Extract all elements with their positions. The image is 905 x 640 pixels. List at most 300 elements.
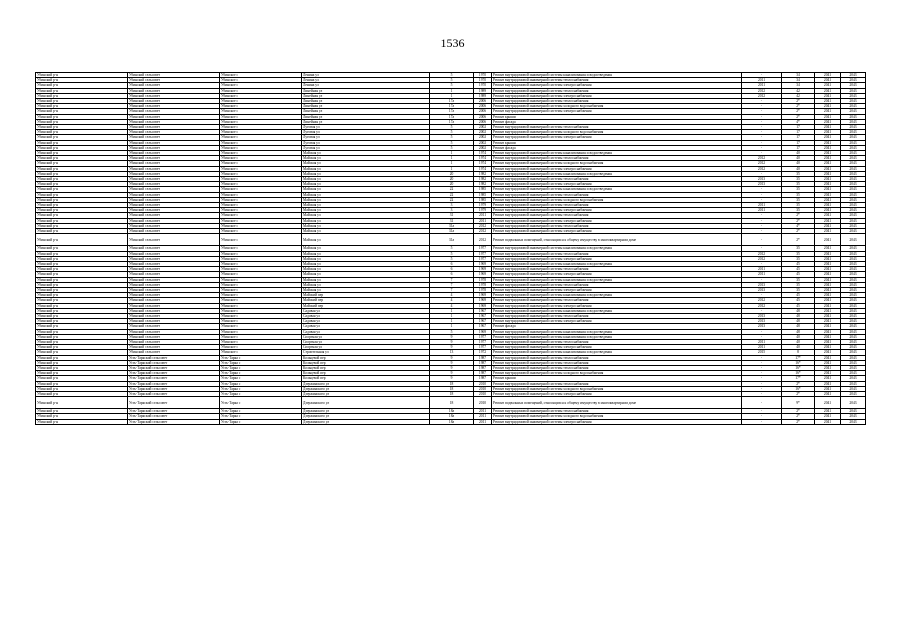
cell-wear-value: 35 [782, 182, 815, 187]
cell-plan-start-year: 2041 [815, 319, 841, 324]
cell-work-type: Ремонт внутридомовой инженерной системы теплоснабжения [492, 267, 742, 272]
cell-wear-value: 2* [782, 391, 815, 396]
cell-work-type: Ремонт внутридомовой инженерной системы теплоснабжения [492, 282, 742, 287]
cell-house-number: 31а [430, 229, 474, 234]
cell-locality: Усть-Тарка с [220, 409, 302, 414]
cell-locality: Убинское с [220, 218, 302, 223]
cell-plan-end-year: 2043 [841, 334, 866, 339]
cell-plan-start-year: 2041 [815, 109, 841, 114]
cell-settlement: Усть-Таркский сельсовет [128, 376, 220, 381]
cell-locality: Убинское с [220, 267, 302, 272]
cell-locality: Убинское с [220, 135, 302, 140]
cell-street: Линейная ул [302, 99, 430, 104]
cell-locality: Убинское с [220, 272, 302, 277]
cell-plan-start-year: 2041 [815, 308, 841, 313]
cell-house-number: 7 [430, 277, 474, 282]
cell-wear-value: 45 [782, 303, 815, 308]
cell-street: Спортная ул [302, 339, 430, 344]
cell-district: Убинский р-н [36, 192, 128, 197]
cell-last-repair-year: - [742, 386, 782, 391]
cell-plan-end-year: 2043 [841, 298, 866, 303]
cell-district: Убинский р-н [36, 256, 128, 261]
cell-district: Убинский р-н [36, 213, 128, 218]
cell-district: Убинский р-н [36, 386, 128, 391]
cell-house-number: 5 [430, 73, 474, 78]
cell-wear-value: 34 [782, 73, 815, 78]
cell-house-number: 3 [430, 203, 474, 208]
cell-work-type: Ремонт внутридомовой инженерной системы теплоснабжения [492, 381, 742, 386]
cell-wear-value: 4* [782, 119, 815, 124]
cell-work-type: Ремонт внутридомовой инженерной системы канализования и водоотведения [492, 246, 742, 251]
cell-street: Дзержинского ул [302, 419, 430, 424]
cell-work-type: Ремонт внутридомовой инженерной системы канализования и водоотведения [492, 171, 742, 176]
cell-district: Убинский р-н [36, 313, 128, 318]
cell-settlement: Убинский сельсовет [128, 308, 220, 313]
cell-settlement: Убинский сельсовет [128, 171, 220, 176]
cell-street: Ленина ул [302, 73, 430, 78]
cell-locality: Убинское с [220, 156, 302, 161]
cell-settlement: Усть-Таркский сельсовет [128, 386, 220, 391]
cell-district: Убинский р-н [36, 203, 128, 208]
cell-plan-start-year: 2041 [815, 125, 841, 130]
cell-work-type: Ремонт внутридомовой инженерной системы теплоснабжения [492, 298, 742, 303]
cell-settlement: Усть-Таркский сельсовет [128, 371, 220, 376]
cell-plan-start-year: 2041 [815, 371, 841, 376]
cell-street: Дзержинского ул [302, 409, 430, 414]
cell-street: Майская ул [302, 246, 430, 251]
cell-build-year: 1987 [474, 376, 492, 381]
cell-plan-end-year: 2043 [841, 324, 866, 329]
cell-plan-start-year: 2041 [815, 360, 841, 365]
cell-street: Майская ул [302, 203, 430, 208]
cell-last-repair-year: - [742, 409, 782, 414]
cell-locality: Убинское с [220, 234, 302, 246]
cell-street: Дзержинского ул [302, 386, 430, 391]
cell-plan-start-year: 2041 [815, 272, 841, 277]
cell-plan-start-year: 2041 [815, 313, 841, 318]
cell-plan-start-year: 2041 [815, 135, 841, 140]
cell-last-repair-year: - [742, 376, 782, 381]
cell-last-repair-year: - [742, 114, 782, 119]
cell-settlement: Усть-Таркский сельсовет [128, 419, 220, 424]
cell-street: Линейная ул [302, 109, 430, 114]
cell-plan-start-year: 2041 [815, 246, 841, 251]
cell-street: Ленина ул [302, 78, 430, 83]
cell-district: Убинский р-н [36, 140, 128, 145]
cell-street: Спортная ул [302, 334, 430, 339]
cell-locality: Усть-Тарка с [220, 355, 302, 360]
cell-locality: Усть-Тарка с [220, 391, 302, 396]
cell-settlement: Убинский сельсовет [128, 151, 220, 156]
cell-plan-start-year: 2041 [815, 298, 841, 303]
cell-wear-value: 48 [782, 319, 815, 324]
cell-work-type: Ремонт внутридомовой инженерной системы канализования и водоотведения [492, 73, 742, 78]
cell-plan-start-year: 2041 [815, 140, 841, 145]
cell-work-type: Ремонт внутридомовой инженерной системы электроснабжения [492, 208, 742, 213]
cell-work-type: Ремонт внутридомовой инженерной системы электроснабжения [492, 256, 742, 261]
cell-last-repair-year: - [742, 277, 782, 282]
cell-build-year: 1974 [474, 161, 492, 166]
cell-settlement: Убинский сельсовет [128, 350, 220, 355]
cell-house-number: 1 [430, 166, 474, 171]
cell-settlement: Убинский сельсовет [128, 251, 220, 256]
cell-district: Убинский р-н [36, 293, 128, 298]
cell-district: Убинский р-н [36, 409, 128, 414]
cell-build-year: 2006 [474, 99, 492, 104]
cell-plan-start-year: 2041 [815, 261, 841, 266]
cell-last-repair-year: - [742, 73, 782, 78]
cell-plan-start-year: 2041 [815, 277, 841, 282]
cell-street: Садовая ул [302, 313, 430, 318]
cell-build-year: 1985 [474, 197, 492, 202]
cell-wear-value: 45 [782, 261, 815, 266]
cell-locality: Убинское с [220, 223, 302, 228]
cell-work-type: Ремонт внутридомовой инженерной системы электроснабжения [492, 83, 742, 88]
cell-last-repair-year: - [742, 145, 782, 150]
cell-street: Майская ул [302, 177, 430, 182]
cell-house-number: 9 [430, 345, 474, 350]
cell-work-type: Ремонт внутридомовой инженерной системы холодного водоснабжения [492, 197, 742, 202]
cell-locality: Убинское с [220, 93, 302, 98]
cell-build-year: 1987 [474, 365, 492, 370]
cell-last-repair-year: 2012 [742, 88, 782, 93]
cell-last-repair-year: - [742, 125, 782, 130]
cell-house-number: 9 [430, 371, 474, 376]
cell-locality: Убинское с [220, 166, 302, 171]
cell-locality: Убинское с [220, 99, 302, 104]
cell-last-repair-year: - [742, 151, 782, 156]
cell-build-year: 1970 [474, 83, 492, 88]
cell-plan-start-year: 2041 [815, 114, 841, 119]
cell-last-repair-year: 2011 [742, 345, 782, 350]
cell-build-year: 1969 [474, 267, 492, 272]
cell-district: Убинский р-н [36, 218, 128, 223]
cell-house-number: 5 [430, 251, 474, 256]
cell-work-type: Ремонт внутридомовой инженерной системы канализования и водоотведения [492, 334, 742, 339]
cell-house-number: 17а [430, 114, 474, 119]
cell-locality: Убинское с [220, 298, 302, 303]
cell-build-year: 1978 [474, 287, 492, 292]
cell-wear-value: 16* [782, 386, 815, 391]
cell-work-type: Ремонт внутридомовой инженерной системы теплоснабжения [492, 360, 742, 365]
cell-plan-start-year: 2041 [815, 256, 841, 261]
cell-wear-value: 48 [782, 313, 815, 318]
cell-wear-value: 2* [782, 114, 815, 119]
cell-house-number: 5 [430, 256, 474, 261]
cell-locality: Убинское с [220, 130, 302, 135]
cell-locality: Убинское с [220, 208, 302, 213]
cell-locality: Убинское с [220, 161, 302, 166]
cell-street: Спортная ул [302, 345, 430, 350]
cell-build-year: 1982 [474, 171, 492, 176]
cell-wear-value: 48 [782, 324, 815, 329]
cell-wear-value: 9* [782, 397, 815, 409]
cell-street: Луговая ул [302, 140, 430, 145]
cell-work-type: Ремонт внутридомовой инженерной системы канализования и водоотведения [492, 329, 742, 334]
cell-build-year: 1977 [474, 251, 492, 256]
cell-district: Убинский р-н [36, 78, 128, 83]
cell-last-repair-year: 2012 [742, 161, 782, 166]
cell-last-repair-year: 2011 [742, 208, 782, 213]
cell-street: Садовая ул [302, 329, 430, 334]
cell-work-type: Ремонт внутридомовой инженерной системы канализования и водоотведения [492, 308, 742, 313]
cell-district: Убинский р-н [36, 130, 128, 135]
cell-house-number: 6 [430, 272, 474, 277]
cell-plan-end-year: 2043 [841, 93, 866, 98]
cell-work-type: Ремонт подвальных помещений, относящихся к общему имуществу в многоквартирном доме [492, 397, 742, 409]
cell-district: Убинский р-н [36, 171, 128, 176]
cell-settlement: Убинский сельсовет [128, 161, 220, 166]
cell-build-year: 1977 [474, 246, 492, 251]
cell-build-year: 1969 [474, 298, 492, 303]
cell-last-repair-year: 2013 [742, 313, 782, 318]
cell-house-number: 22 [430, 192, 474, 197]
cell-last-repair-year: - [742, 130, 782, 135]
cell-district: Убинский р-н [36, 208, 128, 213]
cell-build-year: 2002 [474, 145, 492, 150]
cell-work-type: Ремонт внутридомовой инженерной системы теплоснабжения [492, 177, 742, 182]
cell-house-number: 31 [430, 213, 474, 218]
cell-house-number: 18 [430, 381, 474, 386]
cell-street: Ленина ул [302, 83, 430, 88]
cell-work-type: Ремонт внутридомовой инженерной системы электроснабжения [492, 135, 742, 140]
cell-settlement: Убинский сельсовет [128, 177, 220, 182]
cell-locality: Убинское с [220, 88, 302, 93]
cell-house-number: 20 [430, 171, 474, 176]
cell-plan-start-year: 2041 [815, 93, 841, 98]
cell-street: Майская ул [302, 192, 430, 197]
cell-plan-start-year: 2041 [815, 234, 841, 246]
cell-wear-value: 40 [782, 339, 815, 344]
cell-settlement: Убинский сельсовет [128, 203, 220, 208]
cell-settlement: Убинский сельсовет [128, 303, 220, 308]
cell-build-year: 1970 [474, 73, 492, 78]
cell-settlement: Убинский сельсовет [128, 329, 220, 334]
cell-plan-end-year: 2043 [841, 83, 866, 88]
cell-house-number: 5 [430, 135, 474, 140]
cell-build-year: 1969 [474, 272, 492, 277]
cell-street: Майская ул [302, 213, 430, 218]
cell-last-repair-year: 2011 [742, 339, 782, 344]
cell-district: Убинский р-н [36, 324, 128, 329]
cell-wear-value: 45 [782, 267, 815, 272]
cell-work-type: Ремонт внутридомовой инженерной системы холодного водоснабжения [492, 386, 742, 391]
cell-settlement: Убинский сельсовет [128, 267, 220, 272]
cell-locality: Убинское с [220, 277, 302, 282]
cell-work-type: Ремонт внутридомовой инженерной системы электроснабжения [492, 419, 742, 424]
cell-wear-value: 35 [782, 282, 815, 287]
cell-plan-start-year: 2041 [815, 88, 841, 93]
cell-house-number: 5 [430, 125, 474, 130]
cell-plan-end-year: 2043 [841, 282, 866, 287]
cell-street: Кольцевой пер [302, 360, 430, 365]
cell-plan-end-year: 2043 [841, 319, 866, 324]
cell-street: Майская ул [302, 161, 430, 166]
cell-last-repair-year: - [742, 104, 782, 109]
cell-district: Убинский р-н [36, 360, 128, 365]
cell-build-year: 2011 [474, 218, 492, 223]
cell-locality: Убинское с [220, 345, 302, 350]
cell-plan-start-year: 2041 [815, 419, 841, 424]
cell-district: Убинский р-н [36, 182, 128, 187]
cell-build-year: 1974 [474, 166, 492, 171]
cell-wear-value: 40 [782, 334, 815, 339]
cell-locality: Убинское с [220, 334, 302, 339]
cell-settlement: Убинский сельсовет [128, 334, 220, 339]
cell-last-repair-year: - [742, 365, 782, 370]
cell-build-year: 2002 [474, 140, 492, 145]
cell-wear-value: 35 [782, 192, 815, 197]
cell-locality: Убинское с [220, 319, 302, 324]
cell-street: Дзержинского ул [302, 414, 430, 419]
cell-work-type: Ремонт внутридомовой инженерной системы электроснабжения [492, 303, 742, 308]
cell-build-year: 1974 [474, 151, 492, 156]
cell-last-repair-year: 2015 [742, 350, 782, 355]
cell-house-number: 1 [430, 324, 474, 329]
cell-last-repair-year: 2011 [742, 203, 782, 208]
table-row [36, 397, 866, 409]
cell-locality: Убинское с [220, 287, 302, 292]
cell-plan-start-year: 2041 [815, 78, 841, 83]
cell-plan-end-year: 2043 [841, 391, 866, 396]
cell-build-year: 2010 [474, 397, 492, 409]
cell-plan-end-year: 2043 [841, 355, 866, 360]
cell-house-number: 5 [430, 246, 474, 251]
cell-plan-end-year: 2043 [841, 203, 866, 208]
cell-work-type: Ремонт внутридомовой инженерной системы теплоснабжения [492, 313, 742, 318]
cell-house-number: 20 [430, 182, 474, 187]
cell-district: Убинский р-н [36, 166, 128, 171]
cell-wear-value: 48 [782, 329, 815, 334]
cell-settlement: Убинский сельсовет [128, 73, 220, 78]
cell-settlement: Усть-Таркский сельсовет [128, 381, 220, 386]
cell-house-number: 18 [430, 397, 474, 409]
cell-work-type: Ремонт внутридомовой инженерной системы канализования и водоотведения [492, 187, 742, 192]
cell-locality: Убинское с [220, 177, 302, 182]
cell-wear-value: 45 [782, 293, 815, 298]
cell-wear-value: 17 [782, 125, 815, 130]
cell-locality: Усть-Тарка с [220, 381, 302, 386]
cell-street: Майская ул [302, 267, 430, 272]
cell-build-year: 1982 [474, 177, 492, 182]
cell-district: Убинский р-н [36, 277, 128, 282]
cell-settlement: Убинский сельсовет [128, 256, 220, 261]
cell-plan-end-year: 2043 [841, 419, 866, 424]
cell-last-repair-year: 2012 [742, 166, 782, 171]
cell-work-type: Ремонт фасада [492, 119, 742, 124]
cell-district: Убинский р-н [36, 187, 128, 192]
cell-plan-start-year: 2041 [815, 339, 841, 344]
cell-settlement: Убинский сельсовет [128, 229, 220, 234]
cell-house-number: 18а [430, 419, 474, 424]
cell-work-type: Ремонт внутридомовой инженерной системы электроснабжения [492, 319, 742, 324]
cell-settlement: Убинский сельсовет [128, 213, 220, 218]
cell-work-type: Ремонт внутридомовой инженерной системы холодного водоснабжения [492, 130, 742, 135]
cell-build-year: 2002 [474, 130, 492, 135]
cell-build-year: 2006 [474, 119, 492, 124]
cell-street: Майская ул [302, 218, 430, 223]
cell-last-repair-year: 2012 [742, 156, 782, 161]
cell-house-number: 4 [430, 303, 474, 308]
cell-house-number: 5 [430, 145, 474, 150]
cell-wear-value: 17* [782, 376, 815, 381]
cell-plan-end-year: 2043 [841, 119, 866, 124]
cell-build-year: 1977 [474, 256, 492, 261]
cell-last-repair-year: 2013 [742, 324, 782, 329]
cell-plan-end-year: 2043 [841, 313, 866, 318]
cell-street: Линейная ул [302, 119, 430, 124]
cell-last-repair-year: 2012 [742, 303, 782, 308]
cell-work-type: Ремонт внутридомовой инженерной системы теплоснабжения [492, 213, 742, 218]
cell-work-type: Ремонт внутридомовой инженерной системы теплоснабжения [492, 192, 742, 197]
cell-plan-end-year: 2043 [841, 414, 866, 419]
cell-street: Кольцевой пер [302, 355, 430, 360]
cell-plan-start-year: 2041 [815, 409, 841, 414]
cell-build-year: 2010 [474, 391, 492, 396]
cell-district: Убинский р-н [36, 391, 128, 396]
cell-build-year: 1979 [474, 203, 492, 208]
cell-settlement: Убинский сельсовет [128, 208, 220, 213]
cell-locality: Усть-Тарка с [220, 414, 302, 419]
cell-settlement: Убинский сельсовет [128, 223, 220, 228]
cell-last-repair-year: - [742, 119, 782, 124]
cell-settlement: Усть-Таркский сельсовет [128, 355, 220, 360]
cell-house-number: 20 [430, 177, 474, 182]
cell-build-year: 1969 [474, 329, 492, 334]
cell-wear-value: 40 [782, 345, 815, 350]
cell-wear-value: 17 [782, 130, 815, 135]
cell-house-number: 17а [430, 109, 474, 114]
cell-build-year: 1982 [474, 182, 492, 187]
cell-build-year: 2006 [474, 114, 492, 119]
cell-house-number: 22 [430, 197, 474, 202]
cell-plan-end-year: 2043 [841, 104, 866, 109]
cell-street: Линейная ул [302, 93, 430, 98]
cell-work-type: Ремонт крыши [492, 140, 742, 145]
cell-last-repair-year: - [742, 171, 782, 176]
cell-last-repair-year: - [742, 334, 782, 339]
cell-plan-end-year: 2043 [841, 246, 866, 251]
cell-house-number: 1 [430, 156, 474, 161]
cell-plan-start-year: 2041 [815, 161, 841, 166]
cell-district: Убинский р-н [36, 99, 128, 104]
cell-settlement: Убинский сельсовет [128, 234, 220, 246]
cell-wear-value: 48 [782, 308, 815, 313]
cell-street: Садовая ул [302, 308, 430, 313]
cell-settlement: Усть-Таркский сельсовет [128, 391, 220, 396]
cell-plan-end-year: 2043 [841, 381, 866, 386]
cell-settlement: Убинский сельсовет [128, 319, 220, 324]
cell-work-type: Ремонт внутридомовой инженерной системы теплоснабжения [492, 365, 742, 370]
cell-build-year: 2002 [474, 135, 492, 140]
cell-settlement: Убинский сельсовет [128, 282, 220, 287]
cell-plan-end-year: 2043 [841, 145, 866, 150]
cell-plan-end-year: 2043 [841, 161, 866, 166]
cell-house-number: 5 [430, 83, 474, 88]
cell-wear-value: 40 [782, 156, 815, 161]
cell-settlement: Усть-Таркский сельсовет [128, 365, 220, 370]
cell-street: Майская ул [302, 287, 430, 292]
cell-plan-start-year: 2041 [815, 376, 841, 381]
cell-district: Убинский р-н [36, 151, 128, 156]
cell-plan-end-year: 2043 [841, 303, 866, 308]
cell-plan-end-year: 2043 [841, 78, 866, 83]
cell-district: Убинский р-н [36, 88, 128, 93]
cell-build-year: 1967 [474, 324, 492, 329]
cell-settlement: Убинский сельсовет [128, 192, 220, 197]
cell-last-repair-year: 2011 [742, 78, 782, 83]
cell-settlement: Убинский сельсовет [128, 277, 220, 282]
